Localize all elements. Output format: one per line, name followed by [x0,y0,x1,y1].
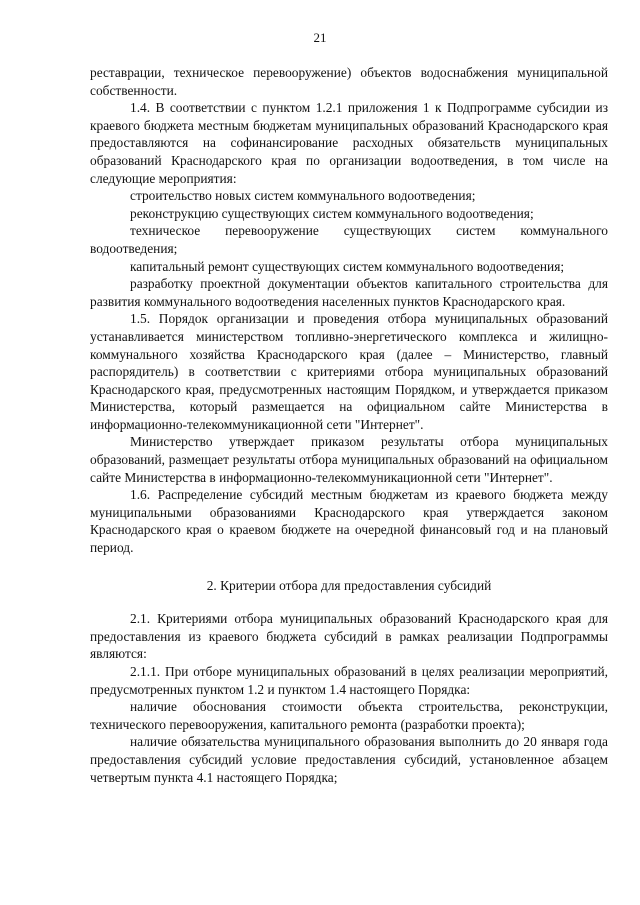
document-body [90,64,608,786]
section-heading: 2. Критерии отбора для предоставления субсидий [206,577,492,593]
paragraph: 1.6. Распределение субсидий местным бюджетам из краевого бюджета между муниципальными образованиями Краснодарского края утверждается законом Краснодарского края о краевом бюджете на очередной финансовый год и на плановый период. [90,487,608,556]
paragraph: реставрации, техническое перевооружение) объектов водоснабжения муниципальной собственности. [90,65,608,98]
paragraph: Министерство утверждает приказом результаты отбора муниципальных образований, размещает результаты отбора муниципальных образований на официальном сайте Министерства в информационно-телекоммуникационной сети "Интернет". [90,434,608,485]
paragraph: разработку проектной документации объектов капитального строительства для развития коммунального водоотведения населенных пунктов Краснодарского края. [90,276,608,309]
page-number: 21 [313,30,327,45]
paragraph: реконструкцию существующих систем коммунального водоотведения; [130,205,534,221]
paragraph: строительство новых систем коммунального водоотведения; [130,188,476,204]
paragraph: 1.4. В соответствии с пунктом 1.2.1 приложения 1 к Подпрограмме субсидии из краевого бюджета местным бюджетам муниципальных образований Краснодарского края предоставляются на софинансирование расходных обязательств муниципальных образований Краснодарского края по организации водоотведения, в том числе на следующие мероприятия: [90,100,608,186]
paragraph: наличие обоснования стоимости объекта строительства, реконструкции, технического перевооружения, капитального ремонта (разработки проекта); [90,699,608,732]
paragraph: техническое перевооружение существующих систем коммунального водоотведения; [90,223,608,256]
paragraph: 2.1.1. При отборе муниципальных образований в целях реализации мероприятий, предусмотренных пунктом 1.2 и пунктом 1.4 настоящего Порядка: [90,664,608,697]
paragraph: 2.1. Критериями отбора муниципальных образований Краснодарского края для предоставления из краевого бюджета субсидий в рамках реализации Подпрограммы являются: [90,611,608,662]
paragraph: наличие обязательства муниципального образования выполнить до 20 января года предоставления субсидий условие предоставления субсидий, установленное абзацем четвертым пункта 4.1 настоящего Порядка; [90,734,608,785]
paragraph: капитальный ремонт существующих систем коммунального водоотведения; [130,258,565,274]
paragraph: 1.5. Порядок организации и проведения отбора муниципальных образований устанавливается министерством топливно-энергетического комплекса и жилищно-коммунального хозяйства Краснодарского края (далее – Министерство, главный распорядитель) в соответствии с критериями отбора муниципальных образований Краснодарского края, предусмотренных настоящим Порядком, и утверждается приказом Министерства, который размещается на официальном сайте Министерства в информационно-телекоммуникационной сети "Интернет". [90,311,608,432]
